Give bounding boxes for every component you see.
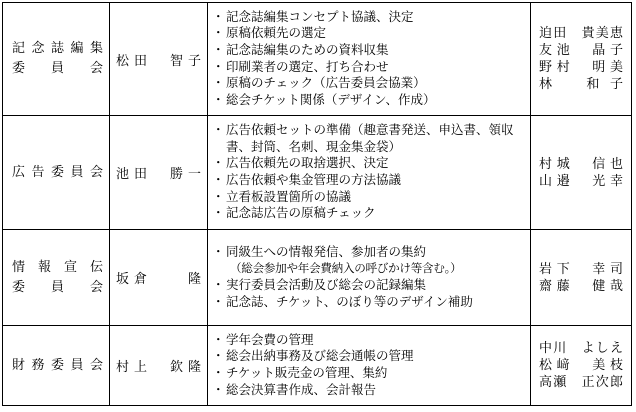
task-note: （総会参加や年会費納入の呼びかけ等含む。）: [230, 261, 462, 276]
committee-name-line: 委 員 会: [12, 61, 103, 76]
task-item: ・ 総会出納事務及び総会通帳の管理: [214, 348, 526, 365]
table-row: [3, 230, 632, 326]
tasks-cell: [208, 116, 531, 230]
task-item: ・ 原稿依頼先の選定: [214, 25, 526, 42]
task-item: ・ 原稿のチェック（広告委員会協業）: [214, 75, 526, 92]
committee-name-line: 委 員 会: [12, 279, 103, 295]
committee-name-cell: [3, 230, 110, 326]
committee-name-line: 広告委員会: [12, 164, 103, 180]
task-item: ・ 記念誌、チケット、のぼり等のデザイン補助: [214, 294, 526, 311]
table-row: [3, 116, 632, 230]
committee-name-cell: [3, 326, 110, 406]
tasks-cell: [208, 3, 531, 116]
task-list: [214, 332, 526, 398]
member-name: 松﨑 美枝: [539, 358, 623, 373]
task-item: ・ 広告依頼や集金管理の方法協議: [214, 172, 526, 189]
task-list: [214, 122, 526, 222]
task-item: ・ 立看板設置箇所の協議: [214, 189, 526, 206]
task-item: ・ 広告依頼セットの準備（趣意書発送、申込書、領収書、封筒、名刺、現金集金袋）: [214, 122, 526, 155]
members-cell: [531, 3, 632, 116]
committee-roster-table: [2, 2, 632, 406]
tasks-cell: [208, 230, 531, 326]
member-name: 山邉 光幸: [539, 173, 623, 189]
table-row: [3, 3, 632, 116]
task-item: ・ 総会チケット関係（デザイン、作成）: [214, 92, 526, 109]
task-item: ・ 学年会費の管理: [214, 332, 526, 349]
committee-name-cell: [3, 3, 110, 116]
task-item: ・ 実行委員会活動及び総会の記録編集: [214, 277, 526, 294]
chair-cell: 村上 欽隆: [110, 326, 208, 406]
committee-name-cell: [3, 116, 110, 230]
member-name: 村城 信也: [539, 156, 623, 172]
task-list: [214, 244, 526, 310]
task-item: ・ 広告依頼先の取捨選択、決定: [214, 155, 526, 172]
member-name: 岩下 幸司: [539, 261, 623, 277]
member-name: 迫田 貴美恵: [539, 26, 623, 41]
member-name: 高瀬 正次郎: [539, 375, 623, 390]
member-name: 野村 明美: [539, 60, 623, 75]
task-item: ・ 同級生への情報発信、参加者の集約: [214, 244, 526, 261]
member-name: 中川 よしえ: [539, 341, 623, 356]
table-row: [3, 326, 632, 406]
committee-name-line: 情報宣伝: [12, 259, 103, 275]
task-item: ・ 記念誌広告の原稿チェック: [214, 205, 526, 222]
member-name: 林 和子: [539, 77, 623, 92]
chair-cell: 坂倉 隆: [110, 230, 208, 326]
chair-cell: 池田 勝一: [110, 116, 208, 230]
members-cell: [531, 326, 632, 406]
tasks-cell: [208, 326, 531, 406]
task-item: ・ チケット販売金の管理、集約: [214, 365, 526, 382]
committee-name-line: 財務委員会: [12, 357, 103, 373]
task-item: ・ 印刷業者の選定、打ち合わせ: [214, 59, 526, 76]
members-cell: [531, 230, 632, 326]
committee-name-line: 記念誌編集: [12, 41, 103, 56]
chair-cell: 松田 智子: [110, 3, 208, 116]
member-name: 齋藤 健哉: [539, 278, 623, 294]
task-item: ・ 記念誌編集コンセプト協議、決定: [214, 9, 526, 26]
member-name: 友池 晶子: [539, 43, 623, 58]
task-item: ・ 記念誌編集のための資料収集: [214, 42, 526, 59]
task-item: ・ 総会決算書作成、会計報告: [214, 382, 526, 399]
members-cell: [531, 116, 632, 230]
task-list: [214, 9, 526, 109]
